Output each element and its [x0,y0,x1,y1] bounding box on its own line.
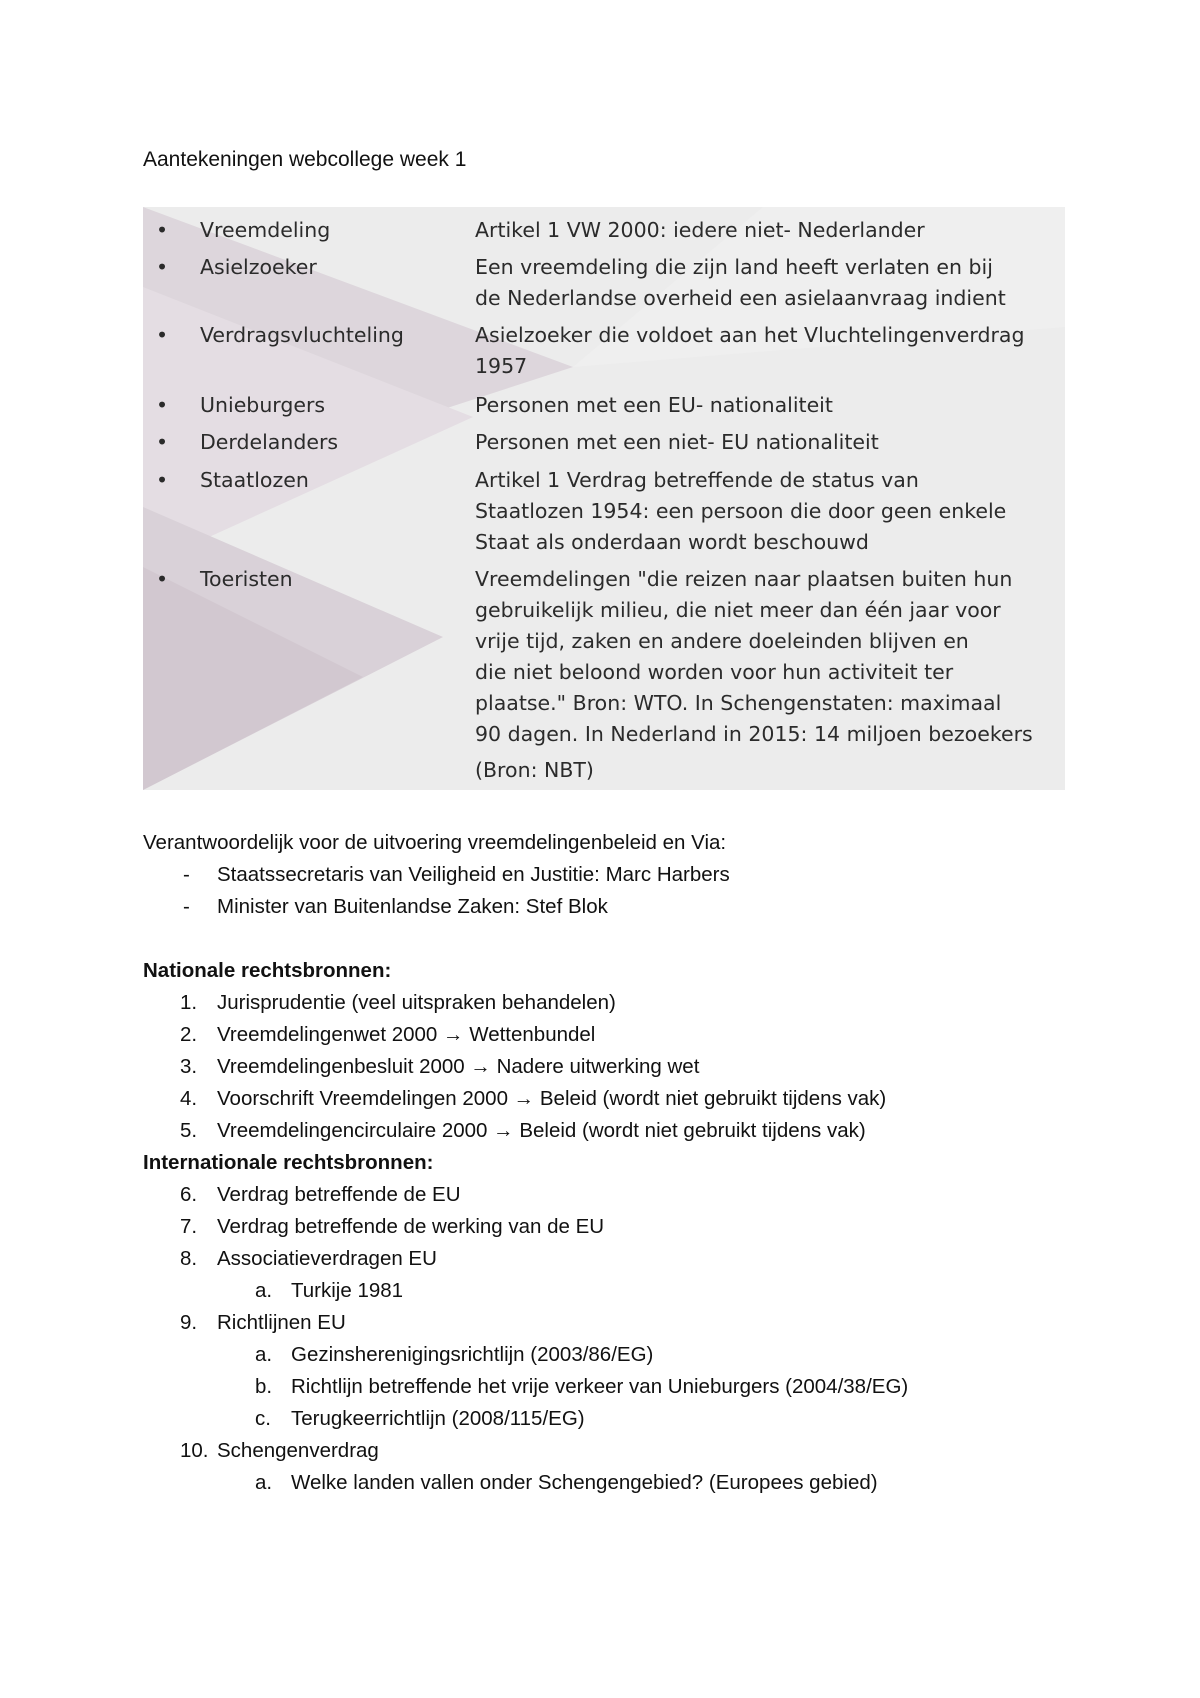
list-item [143,1115,1043,1147]
list-item [143,1211,1043,1243]
bullet-icon: • [156,567,169,591]
dash-marker: - [183,895,190,918]
slide-definition: Personen met een EU- nationaliteit [475,393,833,417]
list-item-text: Verdrag betreffende de werking van de EU [217,1215,605,1238]
list-item [143,891,1043,923]
document-title: Aantekeningen webcollege week 1 [143,148,467,171]
slide-term: Asielzoeker [200,255,317,279]
dash-marker: - [183,863,190,886]
national-heading: Nationale rechtsbronnen: [143,959,392,982]
list-number: 5. [180,1119,198,1142]
slide-term: Verdragsvluchteling [200,323,404,347]
slide-image [143,207,1065,790]
list-item [143,1307,1043,1339]
slide-term: Toeristen [200,567,293,591]
list-item-text: Terugkeerrichtlijn (2008/115/EG) [291,1407,585,1430]
list-number: 7. [180,1215,198,1238]
list-item-text: Verdrag betreffende de EU [217,1183,461,1206]
slide-definition: Asielzoeker die voldoet aan het Vluchtelingenverdrag 1957 [475,323,1025,378]
list-letter: b. [255,1375,273,1398]
bullet-icon: • [156,255,169,279]
list-item [143,1435,1043,1467]
list-letter: a. [255,1343,273,1366]
list-number: 4. [180,1087,198,1110]
list-item-text: Richtlijn betreffende het vrije verkeer van Unieburgers (2004/38/EG) [291,1375,909,1398]
slide-definition: Vreemdelingen "die reizen naar plaatsen buiten hun gebruikelijk milieu, die niet meer dan één jaar voor vrije tijd, zaken en andere doeleinden blijven en die niet beloond worden voor hun activiteit ter plaatse." Bron: WTO. In Schengenstaten: maximaal 90 dagen. In Nederland in 2015: 14 miljoen bezoekers [475,567,1033,746]
slide-definition: Een vreemdeling die zijn land heeft verlaten en bij de Nederlandse overheid een asielaanvraag indient [475,255,1006,310]
list-number: 10. [180,1439,209,1462]
sub-list-item [143,1275,1043,1307]
sub-list-item [143,1339,1043,1371]
list-number: 1. [180,991,198,1014]
list-item-text: Minister van Buitenlandse Zaken: Stef Blok [217,895,608,918]
list-number: 8. [180,1247,198,1270]
list-number: 3. [180,1055,198,1078]
list-item-text: Schengenverdrag [217,1439,379,1462]
list-item [143,1083,1043,1115]
slide-term: Vreemdeling [200,218,331,242]
list-item-text: Richtlijnen EU [217,1311,346,1334]
slide-definition: (Bron: NBT) [475,758,594,782]
list-letter: a. [255,1279,273,1302]
list-item-text: Vreemdelingenbesluit 2000 → Nadere uitwerking wet [217,1055,700,1078]
slide-term: Staatlozen [200,468,309,492]
bullet-icon: • [156,218,169,242]
list-number: 9. [180,1311,198,1334]
list-item-text: Welke landen vallen onder Schengengebied? (Europees gebied) [291,1471,878,1494]
list-item [143,1051,1043,1083]
sub-list-item [143,1403,1043,1435]
list-letter: a. [255,1471,273,1494]
list-letter: c. [255,1407,271,1430]
list-item-text: Associatieverdragen EU [217,1247,437,1270]
international-heading: Internationale rechtsbronnen: [143,1151,434,1174]
list-item-text: Vreemdelingencirculaire 2000 → Beleid (wordt niet gebruikt tijdens vak) [217,1119,866,1142]
bullet-icon: • [156,468,169,492]
list-item [143,859,1043,891]
slide-definition: Artikel 1 Verdrag betreffende de status van Staatlozen 1954: een persoon die door geen enkele Staat als onderdaan wordt beschouwd [475,468,1007,554]
list-item-text: Staatssecretaris van Veiligheid en Justitie: Marc Harbers [217,863,730,886]
responsible-heading: Verantwoordelijk voor de uitvoering vreemdelingenbeleid en Via: [143,831,727,854]
bullet-icon: • [156,323,169,347]
list-number: 2. [180,1023,198,1046]
list-item-text: Turkije 1981 [291,1279,404,1302]
list-item-text: Voorschrift Vreemdelingen 2000 → Beleid (wordt niet gebruikt tijdens vak) [217,1087,887,1110]
slide-definition: Personen met een niet- EU nationaliteit [475,430,879,454]
list-item [143,1243,1043,1275]
bullet-icon: • [156,430,169,454]
list-item [143,987,1043,1019]
bullet-icon: • [156,393,169,417]
slide-definition: Artikel 1 VW 2000: iedere niet- Nederlander [475,218,925,242]
list-item-text: Jurisprudentie (veel uitspraken behandelen) [217,991,616,1014]
list-item [143,1179,1043,1211]
slide-term: Derdelanders [200,430,339,454]
list-number: 6. [180,1183,198,1206]
list-item [143,1019,1043,1051]
list-item-text: Gezinsherenigingsrichtlijn (2003/86/EG) [291,1343,654,1366]
slide-term: Unieburgers [200,393,326,417]
sub-list-item [143,1467,1043,1499]
list-item-text: Vreemdelingenwet 2000 → Wettenbundel [217,1023,596,1046]
sub-list-item [143,1371,1043,1403]
